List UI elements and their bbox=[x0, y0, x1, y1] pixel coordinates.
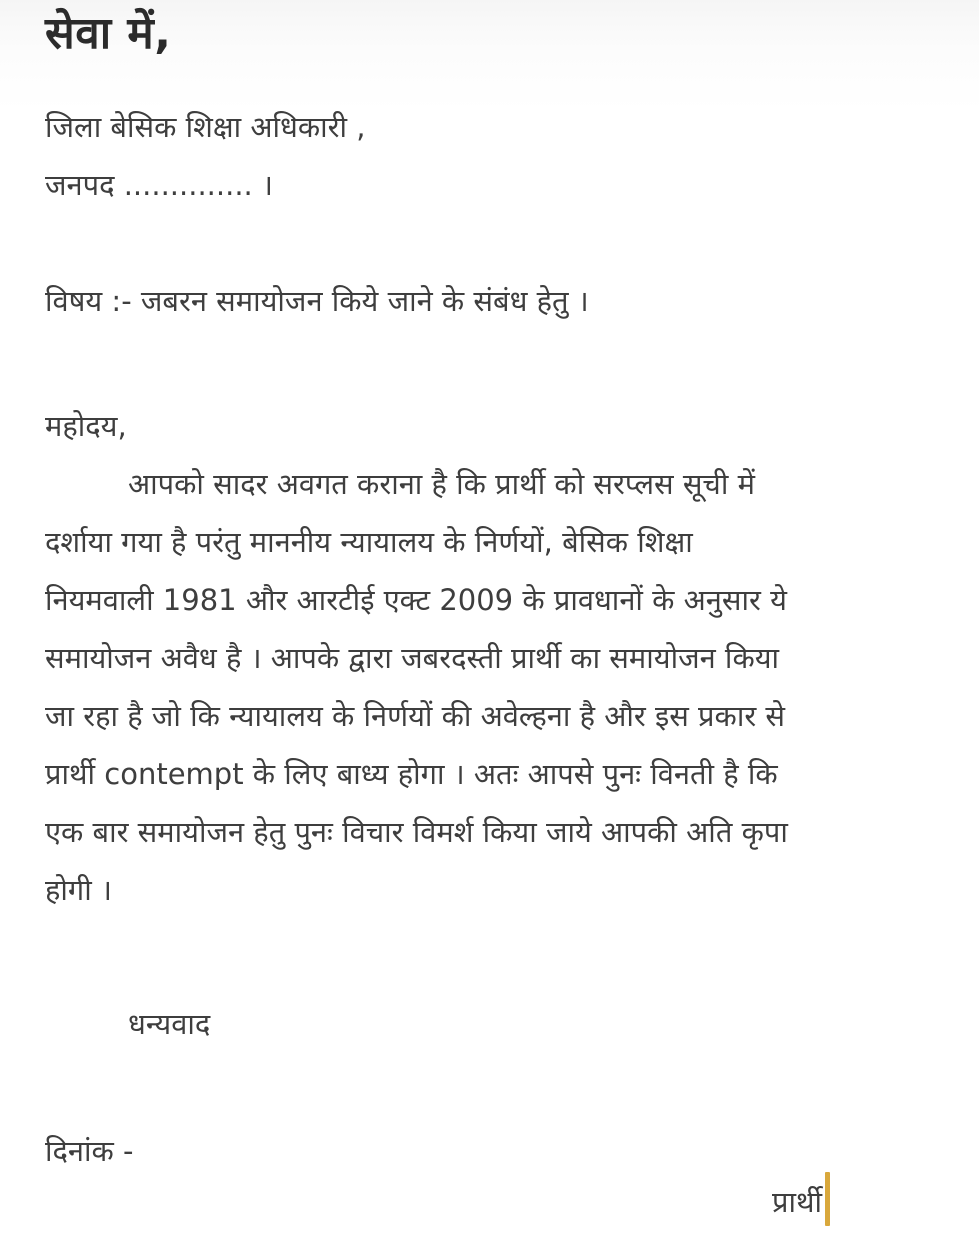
recipient-block bbox=[45, 98, 934, 214]
recipient-designation-line[interactable]: जिला बेसिक शिक्षा अधिकारी , bbox=[45, 110, 366, 144]
body-line[interactable]: प्रार्थी contempt के लिए बाध्य होगा । अतः आपसे पुनः विनती है कि bbox=[45, 757, 778, 791]
body-line[interactable]: जा रहा है जो कि न्यायालय के निर्णयों की अवेल्हना है और इस प्रकार से bbox=[45, 699, 786, 733]
date-line[interactable]: दिनांक - bbox=[45, 1134, 134, 1168]
signature-line[interactable] bbox=[45, 1172, 934, 1231]
letter-salutation-heading[interactable]: सेवा में, bbox=[45, 8, 172, 59]
signature-text[interactable]: प्रार्थी bbox=[771, 1185, 822, 1219]
body-line[interactable]: एक बार समायोजन हेतु पुनः विचार विमर्श किया जाये आपकी अति कृपा bbox=[45, 815, 788, 849]
body-line[interactable]: नियमवाली 1981 और आरटीई एक्ट 2009 के प्रावधानों के अनुसार ये bbox=[45, 583, 787, 617]
greeting-line[interactable]: महोदय, bbox=[45, 409, 127, 443]
letter-body-paragraph bbox=[45, 455, 934, 919]
body-line[interactable]: समायोजन अवैध है । आपके द्वारा जबरदस्ती प्रार्थी का समायोजन किया bbox=[45, 641, 780, 675]
text-cursor bbox=[825, 1172, 830, 1226]
body-line[interactable]: दर्शाया गया है परंतु माननीय न्यायालय के निर्णयों, बेसिक शिक्षा bbox=[45, 525, 693, 559]
closing-thanks[interactable]: धन्यवाद bbox=[128, 1007, 211, 1041]
body-line[interactable]: आपको सादर अवगत कराना है कि प्रार्थी को सरप्लस सूची में bbox=[128, 467, 755, 501]
body-line[interactable]: होगी । bbox=[45, 873, 112, 907]
subject-line[interactable]: विषय :- जबरन समायोजन किये जाने के संबंध हेतु । bbox=[45, 284, 589, 318]
recipient-district-line[interactable]: जनपद .............. । bbox=[45, 168, 273, 202]
